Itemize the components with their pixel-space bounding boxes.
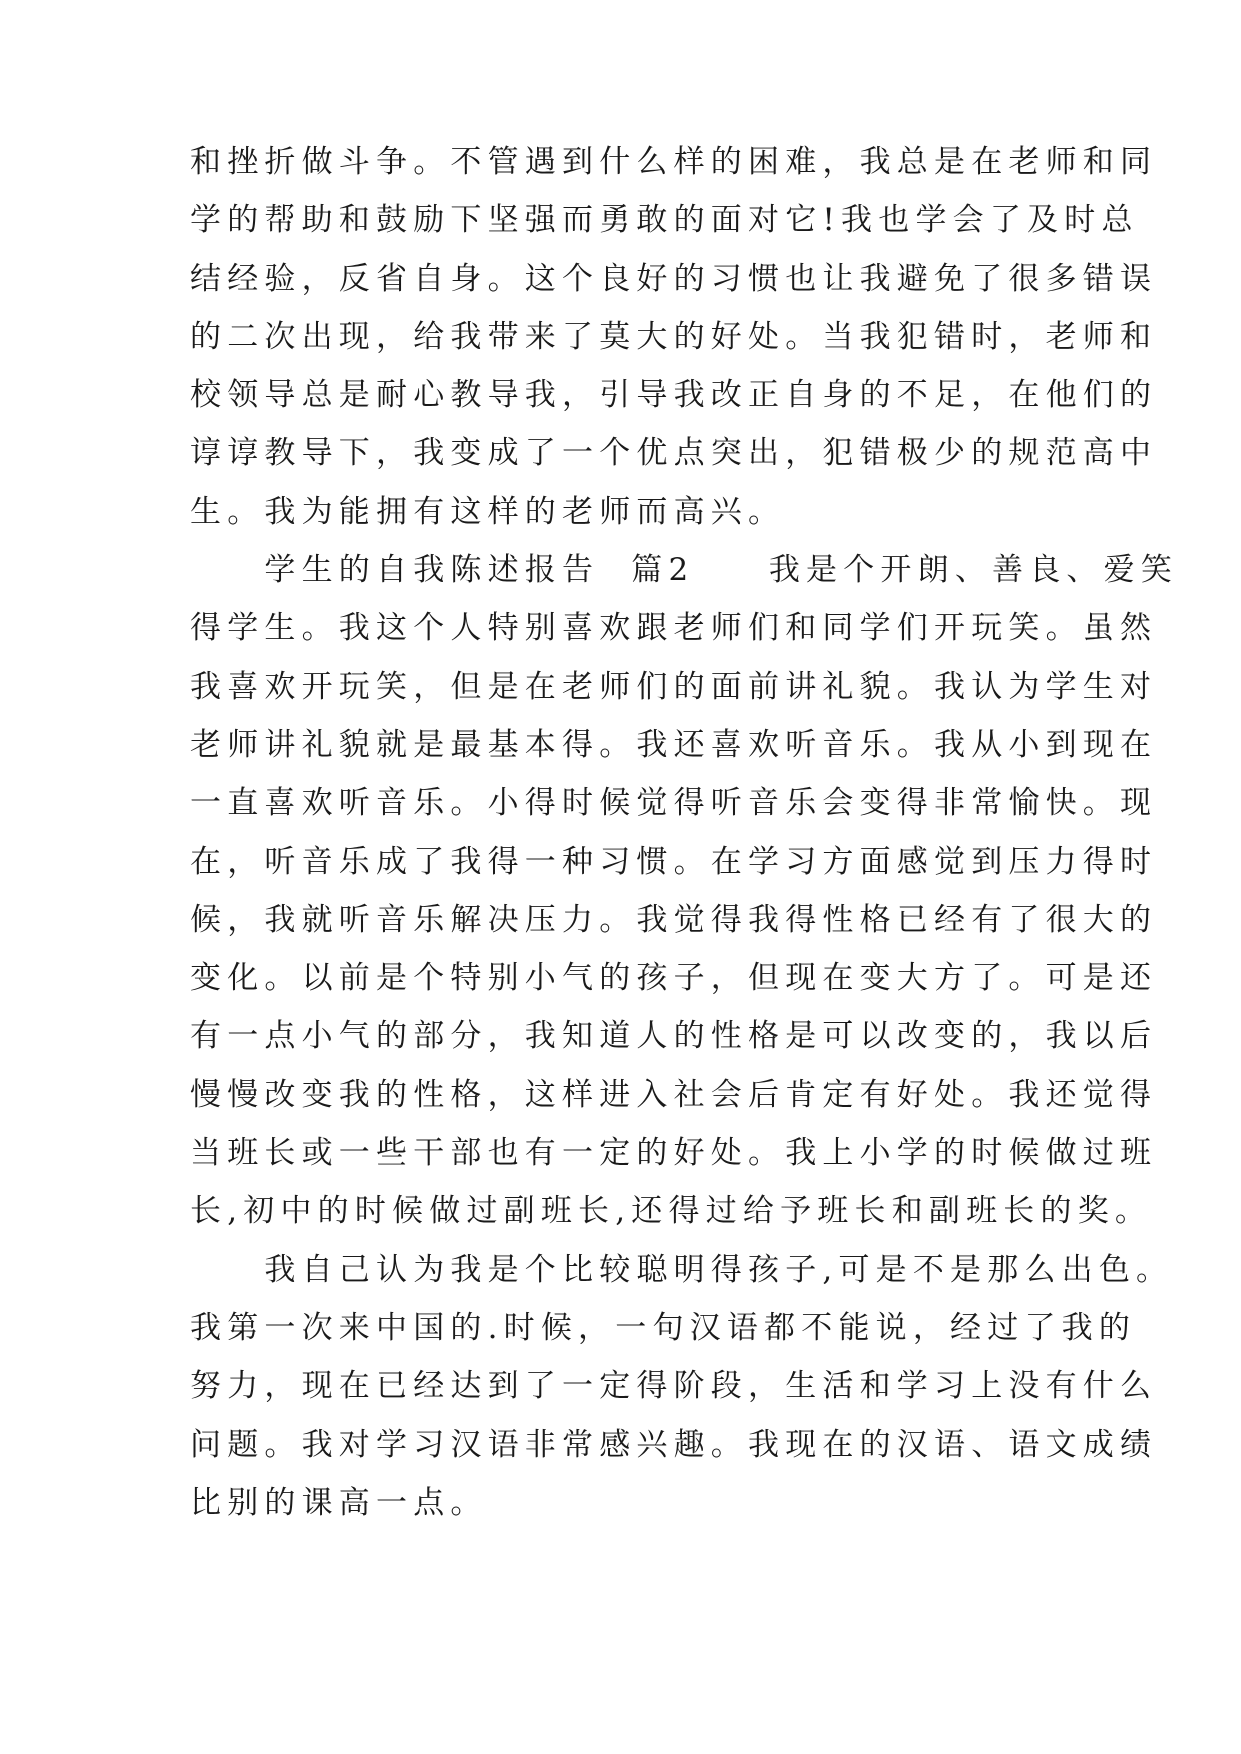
text-line: 校领导总是耐心教导我，引导我改正自身的不足，在他们的	[190, 377, 1158, 414]
text-line: 我喜欢开玩笑，但是在老师们的面前讲礼貌。我认为学生对	[190, 668, 1158, 705]
text-line: 得学生。我这个人特别喜欢跟老师们和同学们开玩笑。虽然	[190, 610, 1158, 647]
text-line: 一直喜欢听音乐。小得时候觉得听音乐会变得非常愉快。现	[190, 785, 1158, 822]
text-line: 我第一次来中国的.时候，一句汉语都不能说，经过了我的	[190, 1309, 1137, 1346]
text-line: 在，听音乐成了我得一种习惯。在学习方面感觉到压力得时	[190, 843, 1158, 880]
text-line: 结经验，反省自身。这个良好的习惯也让我避免了很多错误	[190, 260, 1158, 297]
text-line: 的二次出现，给我带来了莫大的好处。当我犯错时，老师和	[190, 318, 1158, 355]
text-line: 当班长或一些干部也有一定的好处。我上小学的时候做过班	[190, 1135, 1158, 1172]
text-line: 比别的课高一点。	[190, 1484, 488, 1521]
text-line: 有一点小气的部分，我知道人的性格是可以改变的，我以后	[190, 1018, 1158, 1055]
text-line: 慢慢改变我的性格，这样进入社会后肯定有好处。我还觉得	[190, 1076, 1158, 1113]
document-body	[190, 133, 1179, 1532]
text-line: 问题。我对学习汉语非常感兴趣。我现在的汉语、语文成绩	[190, 1426, 1158, 1463]
text-line: 和挫折做斗争。不管遇到什么样的困难，我总是在老师和同	[190, 144, 1158, 180]
text-line: 候，我就听音乐解决压力。我觉得我得性格已经有了很大的	[190, 901, 1158, 938]
section-heading-line: 学生的自我陈述报告 篇2 我是个开朗、善良、爱笑	[190, 552, 1179, 589]
text-line: 学的帮助和鼓励下坚强而勇敢的面对它!我也学会了及时总	[190, 202, 1139, 239]
text-line: 谆谆教导下，我变成了一个优点突出，犯错极少的规范高中	[190, 435, 1158, 472]
paragraph-start-line: 我自己认为我是个比较聪明得孩子,可是不是那么出色。	[190, 1251, 1174, 1288]
text-line: 变化。以前是个特别小气的孩子，但现在变大方了。可是还	[190, 960, 1158, 997]
text-line: 努力，现在已经达到了一定得阶段，生活和学习上没有什么	[190, 1368, 1158, 1405]
text-line: 长,初中的时候做过副班长,还得过给予班长和副班长的奖。	[190, 1193, 1153, 1230]
text-line: 老师讲礼貌就是最基本得。我还喜欢听音乐。我从小到现在	[190, 726, 1158, 763]
text-line: 生。我为能拥有这样的老师而高兴。	[190, 493, 786, 530]
